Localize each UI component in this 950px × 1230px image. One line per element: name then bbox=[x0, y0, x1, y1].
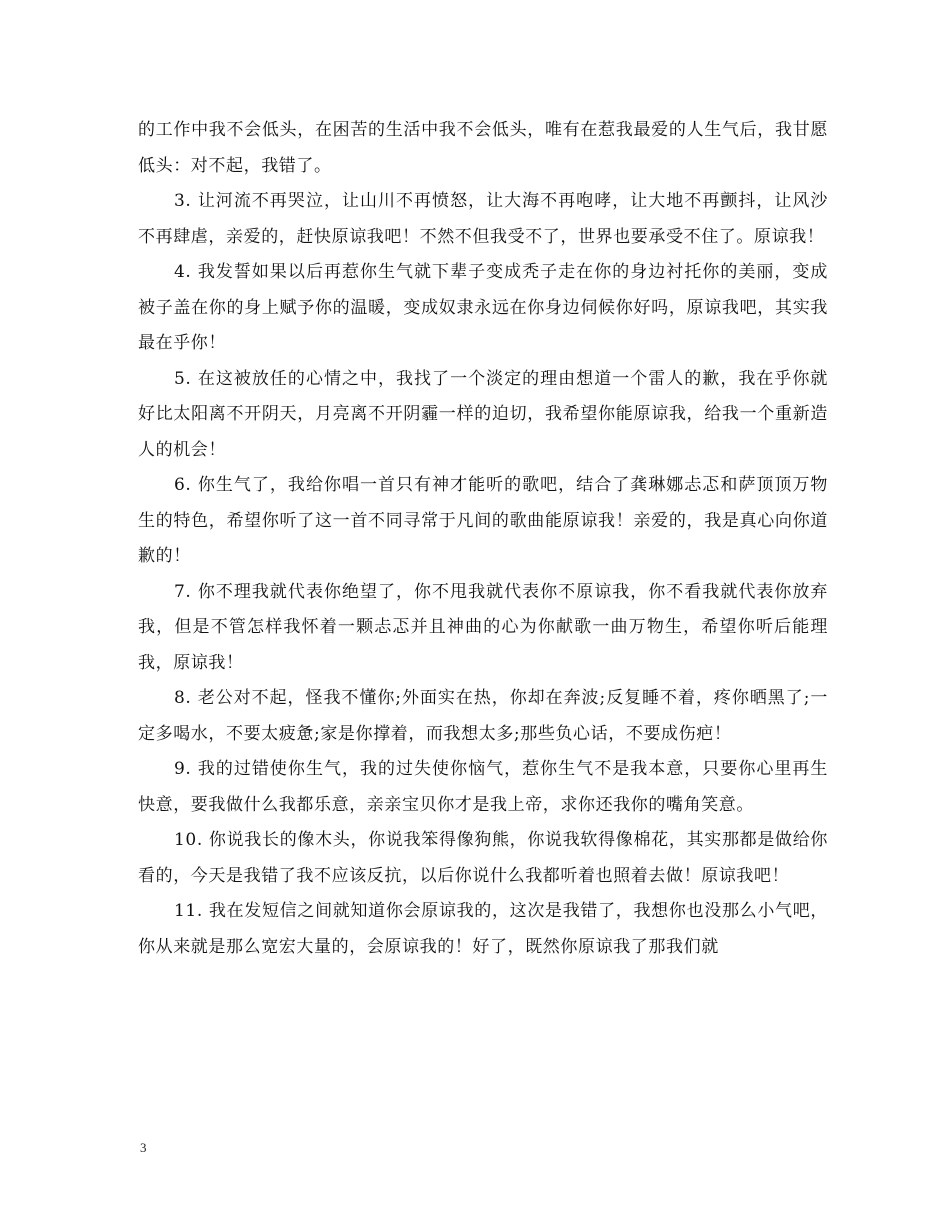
page-number: 3 bbox=[140, 1140, 147, 1155]
paragraph-item-11: 11. 我在发短信之间就知道你会原谅我的，这次是我错了，我想你也没那么小气吧，你从来就是那么宽宏大量的，会原谅我的！好了，既然你原谅我了那我们就 bbox=[138, 901, 828, 957]
body-text bbox=[138, 113, 828, 965]
paragraph-item-9: 9. 我的过错使你生气，我的过失使你恼气，惹你生气不是我本意，只要你心里再生快意，要我做什么我都乐意，亲亲宝贝你才是我上帝，求你还我你的嘴角笑意。 bbox=[138, 759, 828, 815]
paragraph-item-5: 5. 在这被放任的心情之中，我找了一个淡定的理由想道一个雷人的歉，我在乎你就好比太阳离不开阴天，月亮离不开阴霾一样的迫切，我希望你能原谅我，给我一个重新造人的机会！ bbox=[138, 368, 828, 460]
paragraph-item-8: 8. 老公对不起，怪我不懂你;外面实在热，你却在奔波;反复睡不着，疼你晒黑了;一定多喝水，不要太疲惫;家是你撑着，而我想太多;那些负心话，不要成伤疤！ bbox=[138, 688, 828, 744]
paragraph-continuation: 的工作中我不会低头，在困苦的生活中我不会低头，唯有在惹我最爱的人生气后，我甘愿低头：对不起，我错了。 bbox=[138, 120, 828, 176]
paragraph-item-6: 6. 你生气了，我给你唱一首只有神才能听的歌吧，结合了龚琳娜忐忑和萨顶顶万物生的特色，希望你听了这一首不同寻常于凡间的歌曲能原谅我！亲爱的，我是真心向你道歉的！ bbox=[138, 475, 828, 566]
paragraph-item-10: 10. 你说我长的像木头，你说我笨得像狗熊，你说我软得像棉花，其实那都是做给你看的，今天是我错了我不应该反抗，以后你说什么我都听着也照着去做！原谅我吧！ bbox=[138, 830, 828, 886]
paragraph-item-7: 7. 你不理我就代表你绝望了，你不甩我就代表你不原谅我，你不看我就代表你放弃我，但是不管怎样我怀着一颗忐忑并且神曲的心为你献歌一曲万物生，希望你听后能理我，原谅我！ bbox=[138, 581, 828, 673]
paragraph-item-4: 4. 我发誓如果以后再惹你生气就下辈子变成秃子走在你的身边衬托你的美丽，变成被子盖在你的身上赋予你的温暖，变成奴隶永远在你身边伺候你好吗，原谅我吧，其实我最在乎你！ bbox=[138, 262, 828, 353]
paragraph-item-3: 3. 让河流不再哭泣，让山川不再愤怒，让大海不再咆哮，让大地不再颤抖，让风沙不再肆虐，亲爱的，赶快原谅我吧！不然不但我受不了，世界也要承受不住了。原谅我！ bbox=[138, 191, 828, 247]
